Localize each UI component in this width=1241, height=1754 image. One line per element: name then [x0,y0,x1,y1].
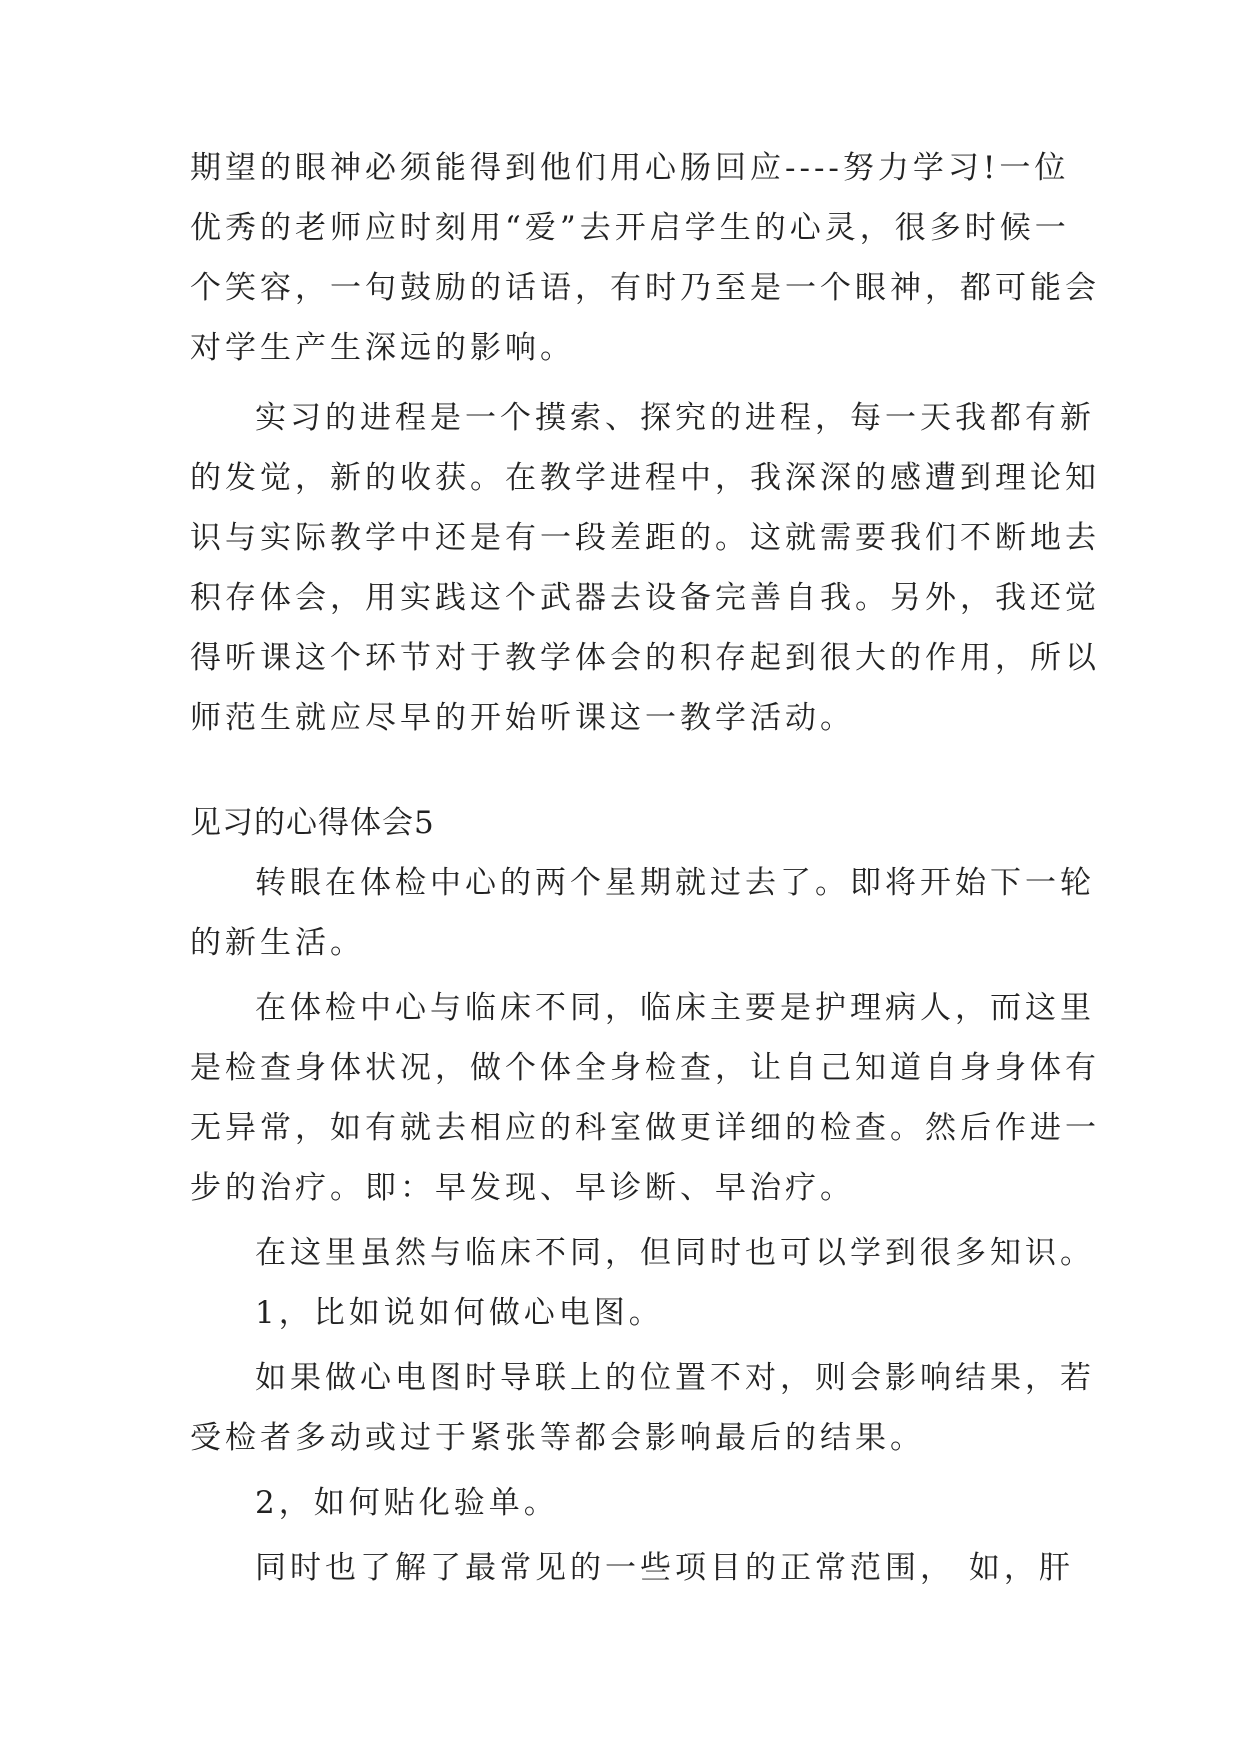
text-line: 步的治疗。即：早发现、早诊断、早治疗。 [190,1170,855,1206]
text-line: 得听课这个环节对于教学体会的积存起到很大的作用，所以 [190,640,1100,676]
text-line: 师范生就应尽早的开始听课这一教学活动。 [190,700,855,736]
text-line: 受检者多动或过于紧张等都会影响最后的结果。 [190,1420,925,1456]
text-line: 个笑容，一句鼓励的话语，有时乃至是一个眼神，都可能会 [190,270,1100,306]
text-line: 的发觉，新的收获。在教学进程中，我深深的感遭到理论知 [190,460,1100,496]
text-line: 1，比如说如何做心电图。 [255,1295,664,1331]
text-line: 对学生产生深远的影响。 [190,330,575,366]
text-line: 在体检中心与临床不同，临床主要是护理病人，而这里 [255,990,1095,1026]
text-line: 在这里虽然与临床不同，但同时也可以学到很多知识。 [255,1235,1095,1271]
text-line: 的新生活。 [190,925,365,961]
text-line: 期望的眼神必须能得到他们用心肠回应----努力学习!一位 [190,150,1070,186]
text-line: 转眼在体检中心的两个星期就过去了。即将开始下一轮 [255,865,1095,901]
text-line: 优秀的老师应时刻用“爱”去开启学生的心灵，很多时候一 [190,210,1070,246]
text-line: 积存体会，用实践这个武器去设备完善自我。另外，我还觉 [190,580,1100,616]
text-line: 是检查身体状况，做个体全身检查，让自己知道自身身体有 [190,1050,1100,1086]
text-line: 2，如何贴化验单。 [255,1485,559,1521]
text-line: 如果做心电图时导联上的位置不对，则会影响结果，若 [255,1360,1095,1396]
section-heading: 见习的心得体会5 [190,805,435,841]
text-line: 同时也了解了最常见的一些项目的正常范围， 如，肝 [255,1550,1074,1586]
text-line: 实习的进程是一个摸索、探究的进程，每一天我都有新 [255,400,1095,436]
text-line: 无异常，如有就去相应的科室做更详细的检查。然后作进一 [190,1110,1100,1146]
text-line: 识与实际教学中还是有一段差距的。这就需要我们不断地去 [190,520,1100,556]
